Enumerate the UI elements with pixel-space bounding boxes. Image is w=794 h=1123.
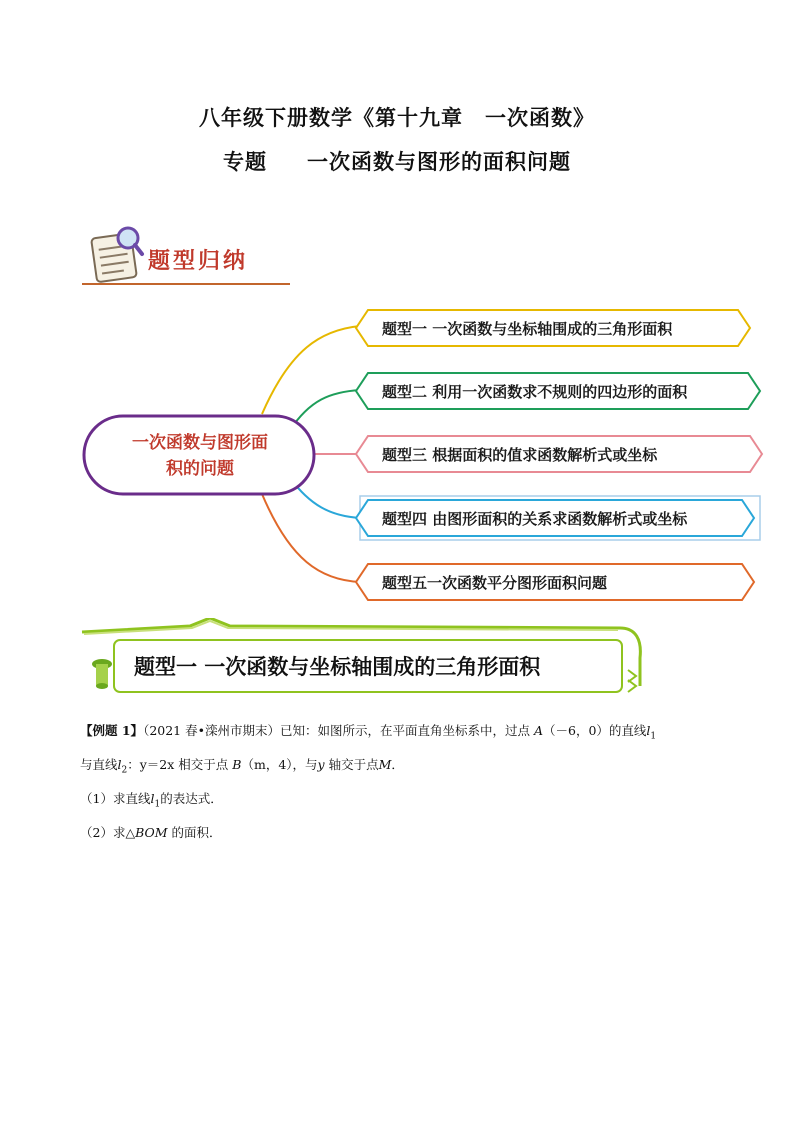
question-2-text-c: 的面积． xyxy=(167,825,222,840)
branch-label-2: 题型二 利用一次函数求不规则的四边形的面积 xyxy=(382,383,688,401)
question-2-text-a: （2）求△ xyxy=(80,825,136,840)
connector-branch-1 xyxy=(262,326,360,414)
line-l1-symbol: l xyxy=(646,723,651,738)
section-title: 题型一 一次函数与坐标轴围成的三角形面积 xyxy=(134,654,541,679)
question-1-l-subscript: 1 xyxy=(154,799,161,810)
line-l2-symbol: l xyxy=(117,757,122,772)
subtitle-prefix: 专题 xyxy=(223,149,267,174)
center-label-line-1: 一次函数与图形面 xyxy=(132,433,268,453)
question-1-text-b: 的表达式． xyxy=(160,791,223,806)
branch-label-5: 题型五一次函数平分图形面积问题 xyxy=(382,574,608,592)
question-1-l-symbol: l xyxy=(150,791,155,806)
y-axis-symbol: y xyxy=(317,757,325,772)
branch-label-3: 题型三 根据面积的值求函数解析式或坐标 xyxy=(382,446,658,464)
connector-branch-5 xyxy=(262,494,360,582)
point-a-label: A xyxy=(533,723,544,738)
point-b-coords: （m，4），与 xyxy=(241,757,318,772)
problem-text-1a: 已知：如图所示，在平面直角坐标系中，过点 xyxy=(279,723,530,738)
branch-label-4: 题型四 由图形面积的关系求函数解析式或坐标 xyxy=(382,510,688,528)
problem-source: （2021 春•滦州市期末） xyxy=(143,723,280,738)
problem-text-2a: 与直线 xyxy=(80,757,118,772)
point-m-label: M xyxy=(378,757,392,772)
question-2 xyxy=(80,824,222,842)
center-label-line-2: 积的问题 xyxy=(166,459,234,479)
problem-tag: 【例题 1】 xyxy=(80,723,144,738)
line-l2-equation: ：y＝2x 相交于点 xyxy=(127,757,229,772)
triangle-bom-label: BOM xyxy=(135,825,168,840)
question-1 xyxy=(80,790,223,814)
problem-text-2-end: 轴交于点 xyxy=(324,757,379,772)
point-b-label: B xyxy=(232,757,242,772)
mindmap-center-label xyxy=(100,430,300,482)
period: ． xyxy=(391,757,404,772)
document-title: 八年级下册数学《第十九章 一次函数》 xyxy=(199,105,595,130)
point-a-coords: （－6，0）的直线 xyxy=(543,723,647,738)
subtitle-topic: 一次函数与图形的面积问题 xyxy=(307,149,571,174)
problem-line-1 xyxy=(80,722,656,746)
question-1-text-a: （1）求直线 xyxy=(80,791,151,806)
problem-line-2 xyxy=(80,756,404,780)
branch-label-1: 题型一 一次函数与坐标轴围成的三角形面积 xyxy=(382,320,673,338)
line-l2-subscript: 2 xyxy=(121,765,128,776)
line-l1-subscript: 1 xyxy=(650,731,657,742)
banner-label: 题型归纳 xyxy=(148,249,249,274)
